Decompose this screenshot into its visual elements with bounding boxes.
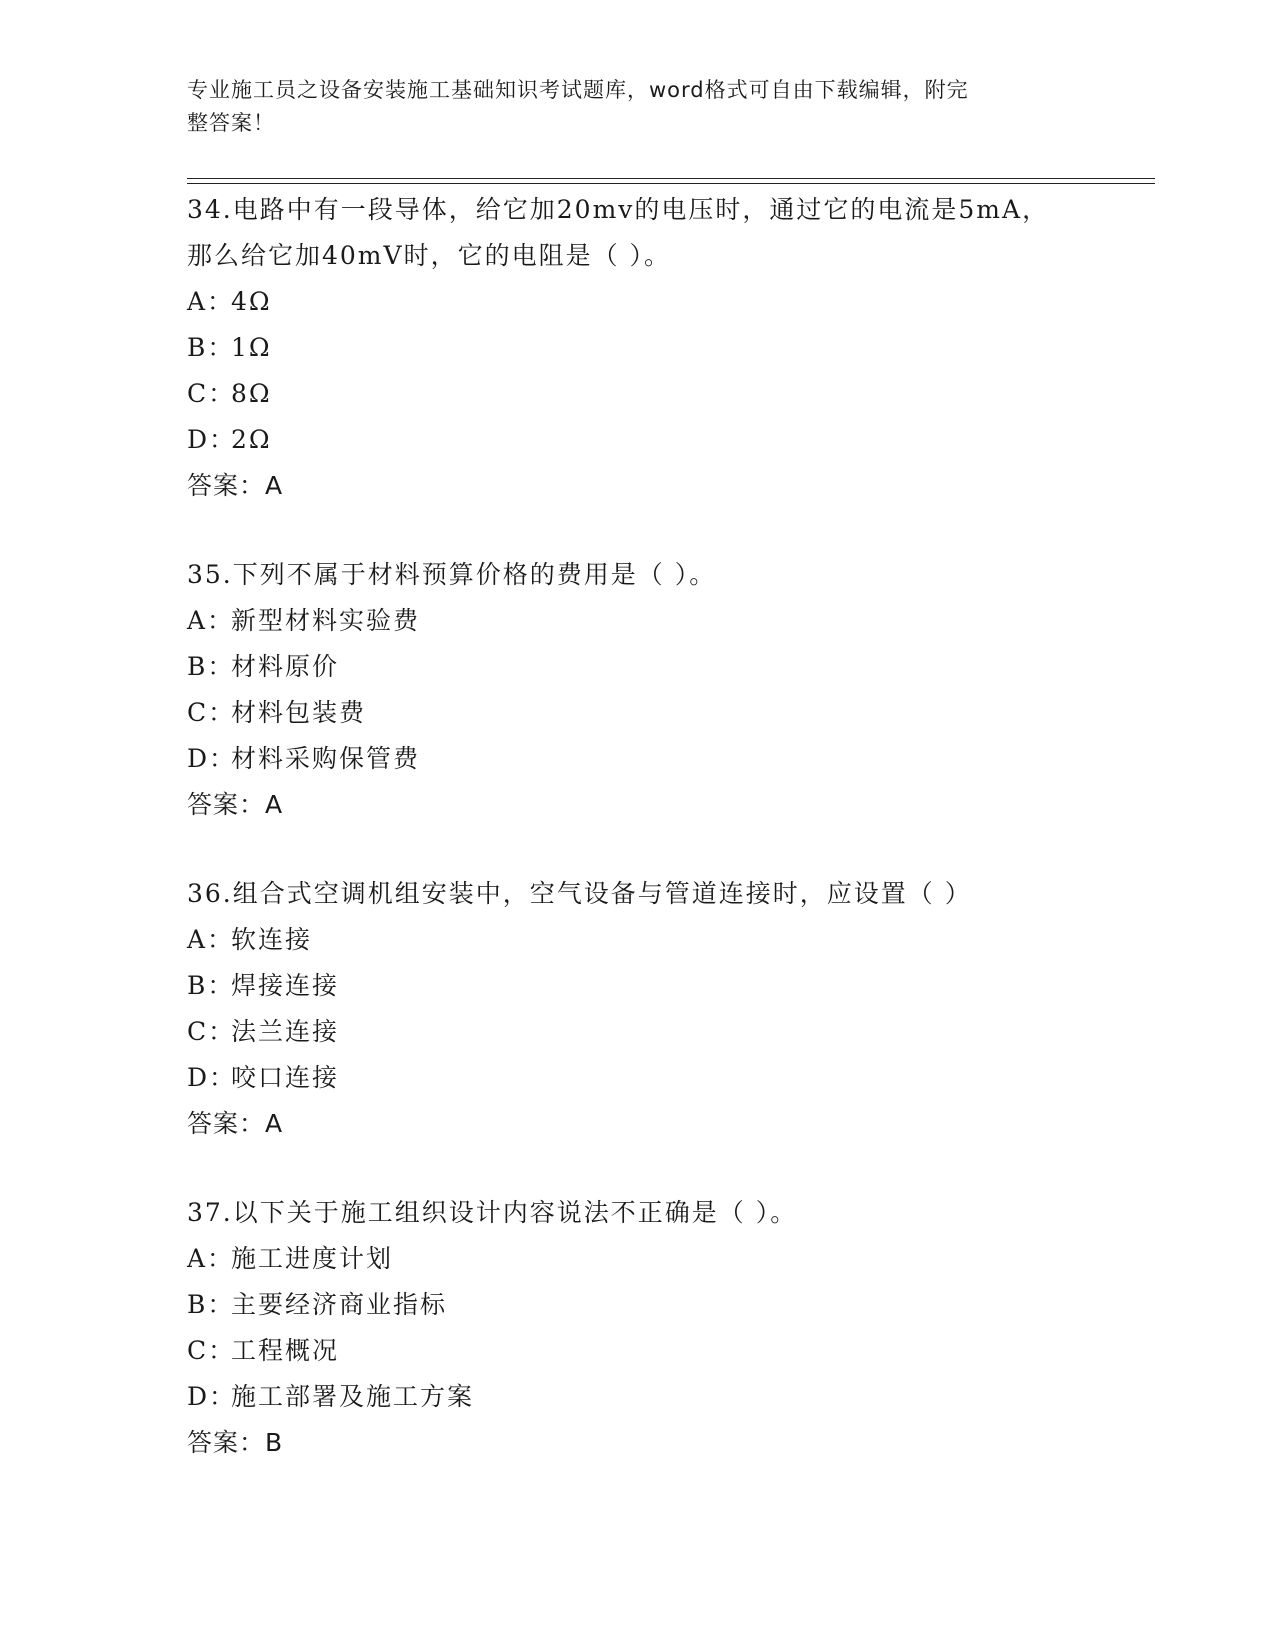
option-text: 8Ω bbox=[231, 379, 272, 408]
option-letter: B： bbox=[187, 971, 235, 1000]
option-text: 工程概况 bbox=[231, 1336, 340, 1365]
answer-line: 答案：A bbox=[187, 1109, 284, 1138]
option-letter: C： bbox=[187, 1017, 236, 1046]
option-letter: B： bbox=[187, 333, 235, 362]
option-letter: C： bbox=[187, 379, 236, 408]
option-text: 施工部署及施工方案 bbox=[231, 1382, 475, 1411]
option-letter: A： bbox=[187, 287, 235, 316]
option-letter: A： bbox=[187, 1244, 235, 1273]
answer-line: 答案：A bbox=[187, 471, 284, 500]
option-text: 新型材料实验费 bbox=[231, 606, 421, 635]
option-text: 施工进度计划 bbox=[231, 1244, 394, 1273]
option-a bbox=[187, 598, 1087, 644]
option-d bbox=[187, 1374, 1087, 1420]
option-letter: D： bbox=[187, 1063, 237, 1092]
option-letter: B： bbox=[187, 1290, 235, 1319]
option-a bbox=[187, 279, 1087, 325]
option-c bbox=[187, 1009, 1087, 1055]
option-text: 材料原价 bbox=[231, 652, 340, 681]
option-text: 法兰连接 bbox=[231, 1017, 340, 1046]
option-text: 1Ω bbox=[231, 333, 272, 362]
question-stem: 35.下列不属于材料预算价格的费用是（ ）。 bbox=[187, 560, 717, 589]
option-text: 软连接 bbox=[231, 925, 313, 954]
option-text: 咬口连接 bbox=[231, 1063, 340, 1092]
option-letter: D： bbox=[187, 1382, 237, 1411]
question-37 bbox=[187, 1190, 1087, 1466]
option-b bbox=[187, 1282, 1087, 1328]
option-b bbox=[187, 644, 1087, 690]
answer-line: 答案：B bbox=[187, 1428, 284, 1457]
question-list bbox=[187, 187, 1087, 1509]
option-b bbox=[187, 963, 1087, 1009]
question-stem-line-1: 34.电路中有一段导体，给它加20mv的电压时，通过它的电流是5mA， bbox=[187, 195, 1050, 224]
option-letter: A： bbox=[187, 606, 235, 635]
question-34 bbox=[187, 187, 1087, 509]
option-letter: C： bbox=[187, 698, 236, 727]
header-divider-top bbox=[187, 178, 1155, 179]
option-b bbox=[187, 325, 1087, 371]
option-letter: A： bbox=[187, 925, 235, 954]
question-stem: 37.以下关于施工组织设计内容说法不正确是（ ）。 bbox=[187, 1198, 798, 1227]
option-text: 焊接连接 bbox=[231, 971, 340, 1000]
option-letter: D： bbox=[187, 425, 237, 454]
option-c bbox=[187, 371, 1087, 417]
document-header bbox=[187, 74, 1067, 140]
question-stem-line-2: 那么给它加40mV时，它的电阻是（ ）。 bbox=[187, 241, 672, 270]
header-line-1: 专业施工员之设备安装施工基础知识考试题库，word格式可自由下载编辑，附完 bbox=[187, 78, 969, 102]
header-divider-bottom bbox=[187, 183, 1155, 184]
option-c bbox=[187, 1328, 1087, 1374]
question-stem: 36.组合式空调机组安装中，空气设备与管道连接时，应设置（ ） bbox=[187, 879, 972, 908]
option-text: 2Ω bbox=[231, 425, 272, 454]
option-d bbox=[187, 1055, 1087, 1101]
option-letter: B： bbox=[187, 652, 235, 681]
option-text: 4Ω bbox=[231, 287, 272, 316]
option-d bbox=[187, 417, 1087, 463]
option-d bbox=[187, 736, 1087, 782]
question-35 bbox=[187, 552, 1087, 828]
option-text: 材料采购保管费 bbox=[231, 744, 421, 773]
option-letter: D： bbox=[187, 744, 237, 773]
answer-line: 答案：A bbox=[187, 790, 284, 819]
question-36 bbox=[187, 871, 1087, 1147]
header-line-2: 整答案！ bbox=[187, 111, 275, 135]
option-a bbox=[187, 917, 1087, 963]
option-text: 主要经济商业指标 bbox=[231, 1290, 448, 1319]
option-text: 材料包装费 bbox=[231, 698, 367, 727]
option-a bbox=[187, 1236, 1087, 1282]
option-c bbox=[187, 690, 1087, 736]
option-letter: C： bbox=[187, 1336, 236, 1365]
